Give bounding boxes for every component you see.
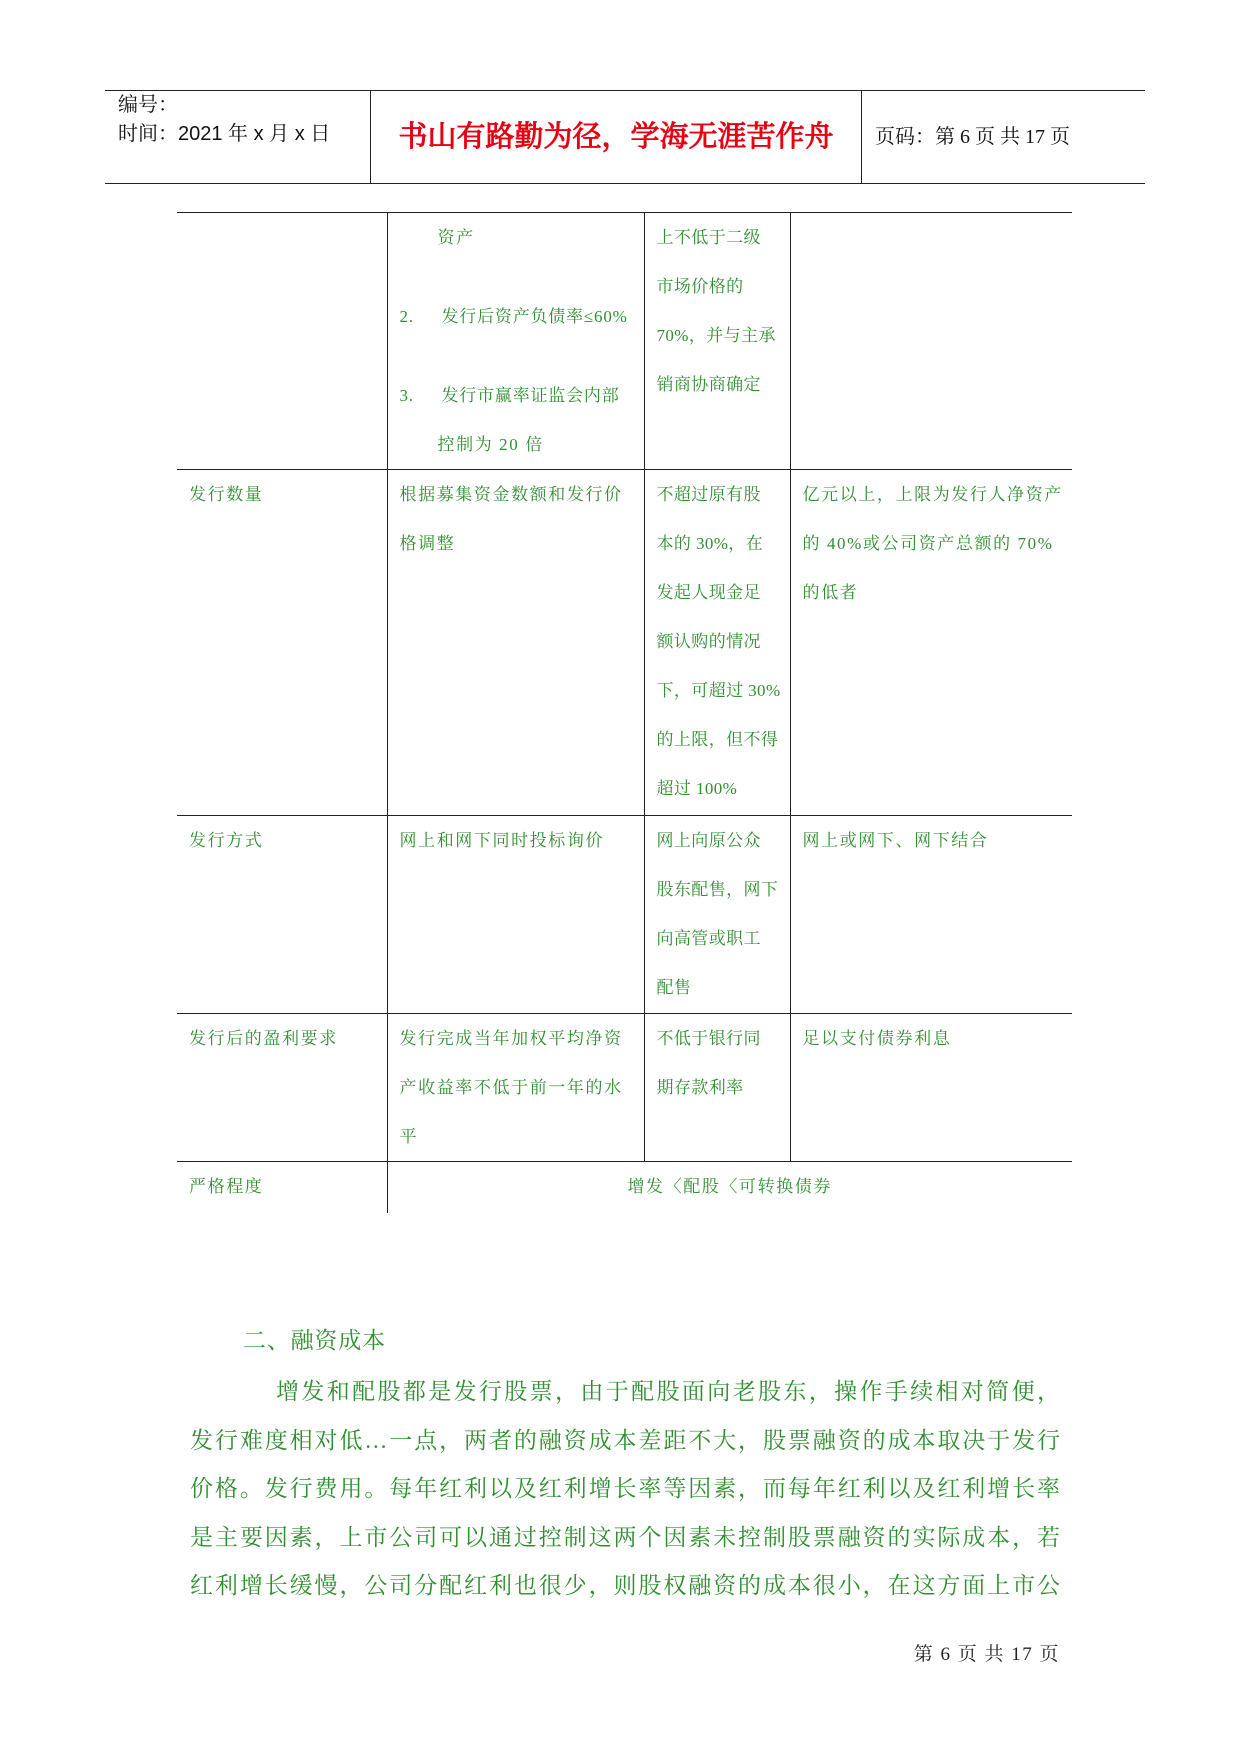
serial-number-label: 编号： bbox=[118, 94, 178, 116]
row-label-cell bbox=[177, 1162, 387, 1213]
cell-line: 下，可超过 30% bbox=[656, 681, 781, 700]
motto-title: 书山有路勤为径，学海无涯苦作舟 bbox=[398, 121, 834, 153]
cell-line: 不低于银行同 bbox=[656, 1029, 761, 1048]
table-row bbox=[177, 1162, 1072, 1213]
rights-issue-cell bbox=[644, 213, 790, 470]
header-page-number: 页码：第 6 页 共 17 页 bbox=[875, 126, 1070, 148]
cell-line: 产收益率不低于前一年的水 bbox=[399, 1078, 623, 1097]
cell-line: 70%，并与主承 bbox=[656, 326, 776, 345]
cell-line: 期存款利率 bbox=[656, 1078, 744, 1097]
cell-line: 发起人现金足 bbox=[656, 583, 761, 602]
cell-line: 平 bbox=[399, 1127, 419, 1146]
list-number: 3. bbox=[399, 386, 414, 405]
header-page-cell bbox=[861, 91, 1145, 183]
convertible-bond-cell bbox=[790, 213, 1072, 470]
cell-line: 足以支付债券利息 bbox=[802, 1029, 952, 1048]
paragraph-line: 红利增长缓慢，公司分配红利也很少，则股权融资的成本很小，在这方面上市公 bbox=[190, 1573, 1060, 1598]
list-item bbox=[400, 371, 644, 420]
section-heading: 二、融资成本 bbox=[243, 1328, 386, 1353]
cell-line: 上不低于二级 bbox=[656, 228, 761, 247]
row-label-cell bbox=[177, 470, 387, 816]
cell-line: 的低者 bbox=[802, 583, 859, 602]
header-meta-cell bbox=[105, 91, 370, 183]
seasoned-offering-cell bbox=[387, 1014, 644, 1162]
cell-line: 不超过原有股 bbox=[656, 485, 761, 504]
footer-page-number: 第 6 页 共 17 页 bbox=[913, 1644, 1060, 1665]
cell-line: 网上向原公众 bbox=[656, 831, 761, 850]
row-label: 发行后的盈利要求 bbox=[189, 1029, 338, 1048]
table-row bbox=[177, 213, 1072, 470]
header-motto-cell bbox=[370, 91, 861, 183]
strictness-summary: 增发〈配股〈可转换债券 bbox=[627, 1177, 833, 1196]
cell-line: 亿元以上，上限为发行人净资产 bbox=[802, 485, 1063, 504]
convertible-bond-cell bbox=[790, 1014, 1072, 1162]
row-label-cell bbox=[177, 1014, 387, 1162]
cell-line: 根据募集资金数额和发行价 bbox=[399, 485, 623, 504]
cell-line: 超过 100% bbox=[656, 779, 738, 798]
seasoned-offering-cell bbox=[387, 816, 644, 1014]
list-number: 2. bbox=[399, 307, 414, 326]
paragraph-line: 发行难度相对低…一点，两者的融资成本差距不大，股票融资的成本取决于发行 bbox=[190, 1427, 1060, 1453]
table-row bbox=[177, 1014, 1072, 1162]
convertible-bond-cell bbox=[790, 470, 1072, 816]
seasoned-offering-cell bbox=[387, 470, 644, 816]
list-text: 发行市赢率证监会内部 bbox=[441, 386, 620, 405]
cell-line: 本的 30%，在 bbox=[656, 534, 764, 553]
cell-line: 的 40%或公司资产总额的 70% bbox=[802, 534, 1054, 553]
cell-line: 格调整 bbox=[399, 534, 456, 553]
cell-line: 股东配售，网下 bbox=[656, 880, 779, 899]
cell-line: 额认购的情况 bbox=[656, 632, 761, 651]
cell-line: 网上和网下同时投标询价 bbox=[399, 831, 605, 850]
cell-line: 控制为 20 倍 bbox=[437, 435, 544, 454]
list-text: 发行后资产负债率≤60% bbox=[441, 307, 628, 326]
paragraph-line: 价格。发行费用。每年红利以及红利增长率等因素，而每年红利以及红利增长率 bbox=[190, 1476, 1060, 1501]
cell-line: 向高管或职工 bbox=[656, 929, 761, 948]
body-paragraph bbox=[190, 1368, 1060, 1611]
paragraph-line: 是主要因素，上市公司可以通过控制这两个因素未控制股票融资的实际成本，若 bbox=[190, 1524, 1060, 1550]
row-label: 发行数量 bbox=[189, 485, 264, 504]
date-label: 时间：2021 年 x 月 x 日 bbox=[118, 123, 331, 145]
cell-line: 的上限，但不得 bbox=[656, 730, 779, 749]
cell-line: 配售 bbox=[656, 978, 692, 997]
rights-issue-cell bbox=[644, 816, 790, 1014]
cell-line: 发行完成当年加权平均净资 bbox=[399, 1029, 623, 1048]
row-label: 发行方式 bbox=[189, 831, 264, 850]
strictness-summary-cell bbox=[387, 1162, 1072, 1213]
cell-line: 销商协商确定 bbox=[656, 375, 761, 394]
cell-line: 网上或网下、网下结合 bbox=[802, 831, 989, 850]
rights-issue-cell bbox=[644, 470, 790, 816]
paragraph-line: 增发和配股都是发行股票，由于配股面向老股东，操作手续相对简便， bbox=[276, 1379, 1060, 1404]
page-header bbox=[105, 90, 1145, 184]
row-label-cell bbox=[177, 213, 387, 470]
seasoned-offering-cell bbox=[387, 213, 644, 470]
convertible-bond-cell bbox=[790, 816, 1072, 1014]
rights-issue-cell bbox=[644, 1014, 790, 1162]
table-row bbox=[177, 470, 1072, 816]
cell-line: 市场价格的 bbox=[656, 277, 744, 296]
financing-comparison-table bbox=[177, 212, 1072, 1213]
cell-line: 资产 bbox=[437, 228, 475, 247]
list-item bbox=[400, 292, 644, 341]
table-row bbox=[177, 816, 1072, 1014]
row-label: 严格程度 bbox=[189, 1177, 264, 1196]
row-label-cell bbox=[177, 816, 387, 1014]
